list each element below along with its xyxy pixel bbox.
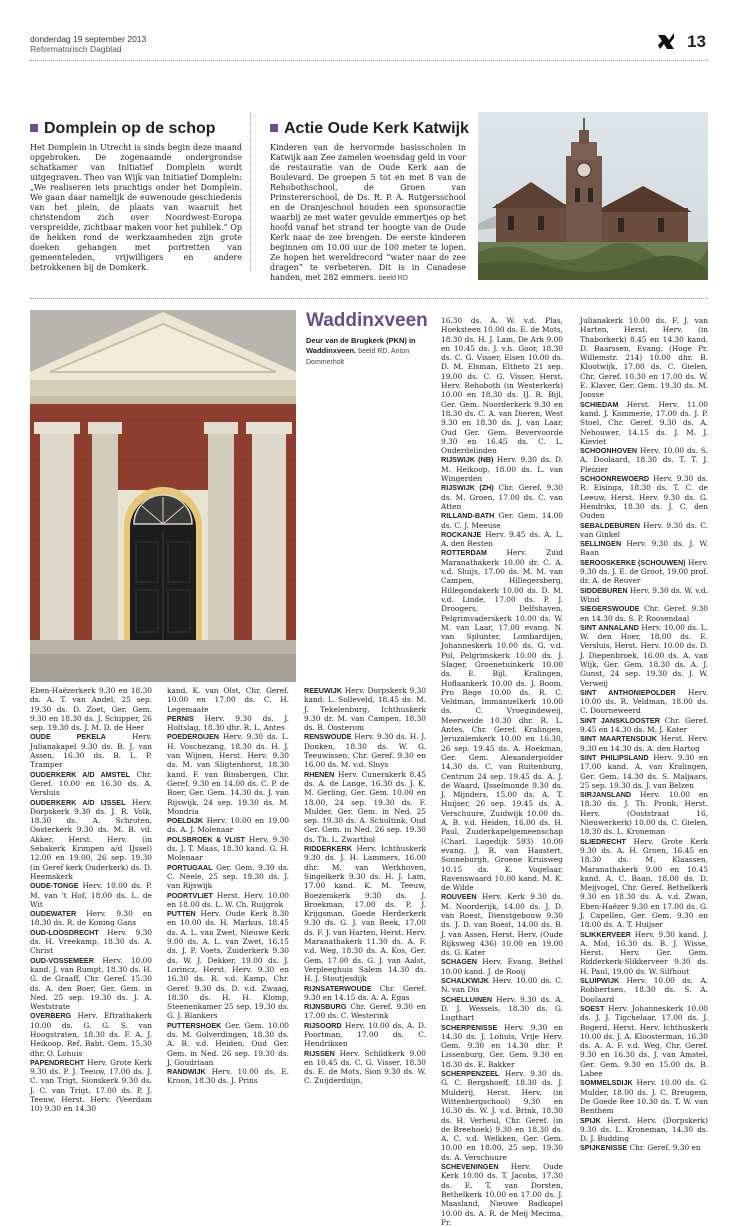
listing-entry — [441, 1023, 563, 1069]
listing-entry — [167, 686, 289, 714]
service-details: Herv. 10.00 ds. L. W. den Hoer, 18.00 ds. E. Versluis, Herst. Herv. 10.00 ds. D. J. Diepenbroek, 16.00 ds. A. van Wijk, Ger. Gem. 18.30 ds. A. J. Gunst, 24 sep. 19.30 ds. J. W. Verweij — [580, 622, 708, 688]
place-name: POEDEROIJEN — [167, 732, 219, 742]
place-name: SCHIEDAM — [580, 399, 619, 409]
place-name: OUDE-TONGE — [30, 881, 79, 891]
listing-entry — [580, 976, 708, 1004]
listing-entry — [580, 716, 708, 735]
place-name: ROCKANJE — [441, 529, 482, 539]
service-details: Herv. Kerk 9.30 ds. M. Noorderijk, 14.00 ds. J. D. van Roest, Dienstgebouw 9.30 ds. J. D. van Roest, 14.00 ds. B. J. van Assen, Herst. Herv. (Oude Rijksweg 436) 10.00 en 19.00 ds. G. Kater — [441, 892, 563, 958]
service-details: Herv. 10.00 ds. E. Kroon, 18.30 ds. J. Prins — [167, 1067, 289, 1086]
service-details: 16.30 ds. A. W. v.d. Plas, Hoeksteen 10.00 ds. E. de Mots, 18.30 ds. H. J. Lam, De Ark 9.00 en 10.45 ds. J. v.h. Goor, 18.30 ds. C. G. Visser, Elsen 10.00 ds. D. M. Elsman, Eltheto 21 sep. 19.00 ds. C. G. Visser, Herst. Herv. Rehoboth (in Westerkerk) 10.00 en 18.30 ds. IJ. R. Bijl, Ger. Gem. Noorderkerk 9.30 en 18.30 ds. C. A. van Dieren, West 9.30 en 18.30 ds. J. van Laar, Oud Ger. Gem. Bevervoorde 9.30 en 16.45 ds. C. L. Onderdelinden — [441, 316, 563, 456]
place-name: SCHAGEN — [441, 957, 477, 967]
service-details: Chr. Geref. 9.30 ds. M. Groen, 17.00 ds. C. van Atten — [441, 483, 563, 511]
listing-entry — [441, 316, 563, 455]
listing-entry — [30, 770, 152, 798]
place-name: RHENEN — [304, 769, 335, 779]
place-name: SLIKKERVEER — [580, 929, 631, 939]
place-name: SCHEVENINGEN — [441, 1162, 499, 1172]
place-name: REEUWIJK — [304, 686, 342, 695]
place-name: SIDDEBUREN — [580, 585, 628, 595]
service-details: Eben-Haëzerkerk 9.30 en 18.30 ds. A. T. van Andel, 25 sep. 19.30 ds. D. Zoet, Ger. Gem. 9.30 en 18.30 ds. J. Schipper, 26 sep. 19.30 ds. J. M. D. de Heer — [30, 686, 152, 733]
service-details: kand. K. van Olst, Chr. Geref. 10.00 en 17.00 ds. C. H. Legemaate — [167, 686, 289, 714]
service-details: Herv. 9.30 en 17.00 kand. A. van Kralingen, Ger. Gem. 14.30 ds. S. Maljaars, 25 sep. 19.30 ds. J. van Belzen — [580, 752, 708, 790]
service-details: Herst. Herv. (Dorpskerk) 9.30 ds. L. Kroneman, 14.30 ds. D. J. Budding — [580, 1115, 708, 1144]
listing-entry — [580, 474, 708, 520]
article-body-katwijk: Kinderen van de hervormde basisscholen in Katwijk aan Zee zamelen woensdag geld in voor de restauratie van de Oude Kerk aan de Boulevard. De groepen 5 tot en met 8 van de Rehobothschool, de Groen van Prinstererschool, de Ds. R. P. A. Rutgersschool en de Oranjeschool houden een sponsoractie waarbij ze met water gevulde emmertjes op het hoofd vanaf het strand ter hoogte van de Oude Kerk naar de zee brengen. De eerste kinderen beginnen om 10.00 uur de 100 meter te lopen. Ze hopen het wereldrecord “water naar de zee dragen” te verbeteren. Dit is in Canadese handen, met 282 emmers. beeld RD — [270, 143, 466, 282]
place-name: POORTVLIET — [167, 890, 213, 900]
service-details: Herv. 10.00 kand. J. van Rumpt, 18.30 ds. H. G. de Graaff, Chr. Geref. 15.30 ds. A. den Boer, Ger. Gem. in Ned. 25 sep. 19.30 ds. J. A. Weststrate — [30, 955, 152, 1012]
service-details: Herst. Herv. 11.00 kand. J. Kommerie, 17.00 ds. J. P. Stoel, Chr. Geref. 9.30 ds. A. Nehouwer, 14.15 ds. J. M. J. Kieviet — [580, 399, 708, 446]
place-name: OUD-VOSSEMEER — [30, 955, 94, 965]
service-details: Julianakerk 10.00 ds. F. J. van Harten, Herst. Herv. (in Thaborkerk) 8.45 en 14.30 kand. D. Baarssen, Evang. (Hoge Pr. Willemstr. 214) 10.00 dhr. B. Klootwijk, 17.00 ds. C. Gielen, Chr. Geref. 10.30 en 17.00 ds. W. E. Klaver, Ger. Gem. 19.30 ds. M. Joosse — [580, 316, 708, 400]
place-name: RIJNSATERWOUDE — [304, 983, 372, 993]
column-divider — [250, 112, 251, 272]
place-name: PUTTERSHOEK — [167, 1020, 222, 1030]
service-details: Herv. Oude Kerk 8.30 en 10.00 ds. H. Markus, 18.45 ds. A. L. van Zwet, Nieuwe Kerk 9.00 ds. A. L. van Zwet, 16.15 ds. J. P. Voets, Zuiderkerk 9.30 ds. W. J. Dekker, 19.00 ds. J. Lorincz, Herst. Herv. 9.30 en 16.30 ds. R. v.d. Kamp, Chr. Geref. 9.30 ds. D. v.d. Zwaag, 18.30 ds. H. H. Klomp, Steenenkamer 25 sep. 19.30 ds. G. J. Blankers — [167, 909, 289, 1021]
service-details: Chr. Geref. 9.30 en 14.15 ds. A. A. Egas — [304, 983, 426, 1002]
place-name: SEROOSKERKE (SCHOUWEN) — [580, 557, 686, 567]
place-name: OUDERKERK A/D IJSSEL — [30, 797, 126, 807]
place-name: RIJSSEN — [304, 1048, 335, 1058]
listing-entry — [167, 863, 289, 891]
service-details: Herv. 9.30 ds. H. Vreekamp, 18.30 ds. A. Christ — [30, 927, 152, 956]
service-details: Herv. 10.00 ds. G. Mulder, 18.00 ds. J. C. Breugem, De Goede Ree 10.30 ds. T. W. van Benthem — [580, 1078, 708, 1116]
listing-entry — [30, 686, 152, 732]
listing-entry — [167, 816, 289, 835]
place-name: RIJSWIJK (NB) — [441, 455, 494, 465]
article-title-domplein: Domplein op de schop — [30, 120, 216, 138]
listing-column-5 — [580, 316, 709, 1153]
edition-date: donderdag 19 september 2013 — [30, 34, 147, 44]
photo-brugkerk-door — [30, 310, 296, 682]
listing-entry — [30, 798, 152, 882]
service-details: Herv. 10.00 en 19.00 ds. A. J. Molenaar — [167, 816, 289, 835]
service-details: Herv. Dorpskerk 9.30 kand. L. Solleveld, 18.45 ds. M. J. Tekelenburg, Ichthuskerk 9.30 dr. M. van Campen, 18.30 ds. B. Oosterom — [304, 686, 426, 733]
listing-entry — [30, 1011, 152, 1057]
place-name: PORTUGAAL — [167, 862, 213, 872]
listing-entry — [441, 995, 563, 1023]
listing-entry — [580, 586, 708, 605]
service-details: Herv. 9.30 ds. G. C. Bergshoeff, 18.30 ds. J. Mulderij, Herst. Herv. (in Wittenbergschool) 9.30 en 16.30 ds. W. J. v.d. Brink, 18.30 ds. H. Verheul, Chr. Geref. (in de Breehoek) 9.30 en 18.30 ds. A. C. v.d. Welkken, Ger. Gem. 10.00 en 18.00, 25 sep. 19.30 ds. A. Verschuure — [441, 1069, 563, 1162]
service-details: Herv. 9.30 ds. J. T. Maas, 18.30 kand. G. H. Molenaar — [167, 834, 289, 863]
service-details: Herv. Zuid Maranathakerk 10.00 dr. C. A. v.d. Sluijs, 17.00 ds. M. M. van Campen, Hillegersberg, Hillegondakerk 10.00 ds. D. M. v.d. Linde, 17.00 ds. P. J. Droogers, Delfshaven, Pelgrimvaderskerk 10.00 ds. W. M. van Laar, 17.00 evang. N. van Splunter, Lombardijen, Johanneskerk 10.00 ds. G. v.d. Pol, Pelgrimskerk 10.00 ds. J. Slager, Groenetuinkerk 10.00 ds. E. Bijl, Kralingen, Hoflaankerk 10.00 ds. J. Boom, Pro Rege 10.00 ds. R. C. Veldman, Immanuelkerk 10.00 ds. C. Vroegindeweij, Meerweide 10.30 dhr. R. L. Antes, Chr. Geref. Kralingen, Jeruzalemkerk 10.00 en 16.30, 26 sep. 19.45 ds. A. Hoekman, Ger. Gem. Alexanderpolder 14.30 ds. C. van Ruitenburg, Centrum 24 sep. 19.45 ds. A. J. de Waard, IJsselmonde 9.30 ds. J. Mijnders, 15.00 ds. A. T. Huijser, 26 sep. 19.45 ds. A. Verschuure, Zuidwijk 10.00 ds. A. B. v.d. Heiden, 16.00 ds. H. Paul, Zuiderkapelgemeenschap (Charl. Lagedijk 593) 10.00 evang. J. R. van Haastert, Sonneburgh, Groene Kruisweg 10.15 ds. K. Vogelaar, Ravenswaard 10.00 kand. M. K. de Wilde — [441, 548, 563, 893]
place-name: ROTTERDAM — [441, 548, 487, 558]
service-details: Herv. 10.00 ds. C. N. van Dis — [441, 976, 563, 995]
place-name: SCHELLUINEN — [441, 994, 493, 1004]
listing-entry — [167, 732, 289, 816]
service-details: Herv. 9.30 ds. D. M. Heikoop, 18.00 ds. L. van Wingerden — [441, 455, 563, 484]
service-details: Herv. Julianakapel 9.30 ds. B. J. van Assen, 16.30 ds. B. L. P. Tramper — [30, 732, 152, 770]
service-details: Herv. 9.30 en 18.30 ds. R. de Koning Gans — [30, 909, 152, 928]
listing-entry — [167, 909, 289, 1021]
place-name: OUDE PEKELA — [30, 732, 106, 742]
listing-entry — [30, 909, 152, 928]
place-name: SCHERPENZEEL — [441, 1069, 500, 1079]
photo-credit: beeld RD — [378, 275, 408, 282]
article-body-domplein: Het Domplein in Utrecht is sinds begin deze maand opgebroken. De zogenaamde ondergrondse schatkamer van Initiatief Domplein wordt uitgegraven. Theo van Wijk van Initiatief Domplein: „We realiseren iets prachtigs onder het Domplein. We gaan daar namelijk de euwenoude geschiedenis van het plein, de plaats van waaruit het christendom zich over Noordwest-Europa verspreidde, zichtbaar maken voor het publiek.” Op de hekken rond de werkzaamheden zijn grote doeken gehangen met portretten van gemeenteleden, vrijwilligers en andere betrokkenen bij de Domkerk. — [30, 143, 242, 272]
listing-column-4 — [441, 316, 563, 1227]
page-number: 13 — [687, 32, 706, 51]
listing-entry — [580, 1078, 708, 1115]
listing-entry — [30, 928, 152, 956]
place-name: PAPENDRECHT — [30, 1057, 85, 1067]
place-name: OUD-LOOSDRECHT — [30, 927, 99, 937]
place-name: SINT MAARTENSDIJK — [580, 734, 657, 744]
listing-entry — [304, 770, 426, 844]
listing-entry — [580, 521, 708, 540]
service-details: Herv. 10.00 ds. A. Robbertsen, 18.30 ds. S. A. Doolaard — [580, 976, 709, 1004]
listing-entry — [580, 734, 708, 753]
church-photo-illustration — [478, 112, 708, 280]
place-name: SCHOONREWOERD — [580, 474, 650, 484]
listing-entry — [580, 400, 708, 446]
place-name: SIRJANSLAND — [580, 790, 632, 800]
listing-entry — [580, 604, 708, 623]
header-rule — [30, 60, 708, 61]
listing-entry — [580, 688, 708, 716]
place-name: RENSWOUDE — [304, 732, 352, 742]
listing-entry — [441, 530, 563, 549]
service-details: Herv. Grote Kerk 9.30 ds. A. H. Groen, 16.45 en 18.30 ds. M. Klaassen, Maranathakerk 9.00 en 10.45 kand. A. C. Baan, 18.00 ds. D. Meijvogel, Chr. Geref. Bethelkerk 9.30 en 18.30 ds. A. v.d. Zwan, Eben-Haëzer 9.30 en 17.00 ds. G. J. Capellen, Ger. Gem. 9.30 en 18.00 ds. A. T. Huijser — [580, 836, 708, 930]
listing-entry — [580, 558, 708, 586]
place-name: ROUVEEN — [441, 892, 477, 902]
page-header-date — [30, 34, 146, 54]
service-details: Herv. 9.30 ds. J. W. Baan — [580, 539, 708, 558]
service-details: Ger. Gem. 9.30 ds. C. Neele, 25 sep. 19.30 ds. J. van Rijswijk — [167, 862, 289, 891]
listing-entry — [30, 1058, 152, 1114]
listing-entry — [304, 1021, 426, 1049]
listing-entry — [441, 976, 563, 995]
listing-entry — [580, 790, 708, 836]
service-details: Herv. 9.45 ds. A. L. A. den Besten — [441, 529, 563, 549]
service-details: Chr. Geref. 10.00 en 16.30 ds. A. Versluis — [30, 769, 152, 798]
service-details: Herv. 10.00 ds. A. D. Poortman, 17.00 ds. C. Hendriksen — [304, 1020, 426, 1049]
service-details: Herv. Dorpskerk 9.30 ds. J. R. Volk, 18.30 ds. A. Schroten, Oosterkerk 9.30 ds. M. B. vd. Akker, Herst. Herv. (in Sebakerk Krimpen a/d IJssel) 12.00 en 19.00, 26 sep. 19.30 (in Geref kerk Ouderkerk) ds. D. Heemskerk — [30, 797, 152, 881]
place-name: SLIEDRECHT — [580, 836, 626, 846]
service-details: Herv. 9.30 ds. H. J. Donken, 18.30 ds. W. G. Teeuwissen, Chr. Geref. 9.30 en 16.00 ds. M. v.d. Sluys — [304, 732, 426, 770]
service-details: Herv. Johanneskerk 10.00 ds. J. J. Tigchelaar, 17.00 ds. J. Bogerd, Herst. Herv. Ichthuskerk 10.00 ds. J. A. Kloosterman, 16.30 ds. A. A. F. v.d. Weg, Chr. Geref. 9.30 en 16.30 ds. J. van Amstel, Ger. Gem. 9.30 en 15.00 ds. B. Labee — [580, 1003, 708, 1079]
listing-column-1 — [30, 686, 152, 1114]
place-name: SCHOONHOVEN — [580, 446, 638, 456]
listing-entry — [580, 1116, 708, 1144]
service-details: Ger. Gem. 10.00 ds. M. Golverdingen, 18.30 ds. A. B. v.d. Heiden, Oud Ger. Gem. in Ned. 26 sep. 19.30 ds. J. Goudriaan — [167, 1020, 289, 1067]
service-details: Chr. Geref. 9.30 en 14.30 ds. S. P. Roosendaal — [580, 604, 708, 623]
section-rule — [30, 298, 708, 299]
service-details: Herv. 9.30 kand. J. A. Mol, 16.30 ds. B. J. Wisse, Herst. Herv. Ger. Gem. Ridderkerk-Slikkerveer 9.30 ds. H. Paul, 19.00 ds. W. Silfhout — [580, 929, 708, 976]
service-details: Herv. Cunerakerk 8.45 ds. A. de Lange, 16.30 ds. J. K. M. Gerling, Ger. Gem. 10.00 en 18.00, 24 sep. 19.30 ds. F. Mulder, Ger. Gem. in Ned. 25 sep. 19.30 ds. A. Schultink, Oud Ger. Gem. in Ned. 26 sep. 19.30 ds. Th. L. Zwartbol — [304, 769, 426, 844]
service-details: Ger. Gem. 14.00 ds. C. J. Meeuse — [441, 511, 563, 530]
place-name: SEBALDEBUREN — [580, 520, 640, 530]
listing-entry — [167, 835, 289, 863]
service-details: Herv. 10.00 ds. S. A. Doolaard, 18.30 ds. T. T. J. Pleizier — [580, 446, 708, 474]
place-name: SOMMELSDIJK — [580, 1078, 633, 1088]
place-name: SOEST — [580, 1003, 605, 1013]
place-name: POELDIJK — [167, 816, 203, 826]
listing-entry — [441, 1069, 563, 1162]
listing-entry — [580, 539, 708, 558]
place-name: SINT PHILIPSLAND — [580, 752, 649, 762]
place-name: SPIJK — [580, 1115, 601, 1125]
place-name: SLUIPWIJK — [580, 976, 620, 986]
service-details: Herv. 10.00 ds. R. Veldman, 18.00 ds. C. Doorneweerd — [580, 687, 708, 716]
place-name: RIJSOORD — [304, 1020, 342, 1030]
listing-entry — [304, 732, 426, 769]
place-name: RIJSWIJK (ZH) — [441, 483, 494, 493]
service-details: Herv. 9.30 ds. L. H. Voschezang, 18.30 ds. H. J. van Wijnen, Herst. Herv. 9.30 ds. M. van Sligtenhorst, 18.30 kand. F. van Binsbergen, Chr. Geref. 9.30 en 14.00 ds. C. P. de Boer, Ger. Gem. 14.30 ds. J. van Rijswijk, 24 sep. 19.30 ds. M. Mondria — [167, 732, 289, 816]
listing-entry — [167, 1021, 289, 1067]
rd-logo-icon — [656, 31, 676, 51]
listing-entry — [167, 1067, 289, 1086]
listing-entry — [580, 930, 708, 976]
listing-entry — [30, 881, 152, 909]
listing-entry — [304, 984, 426, 1003]
listing-entry — [304, 844, 426, 983]
place-name: SIEGERSWOUDE — [580, 604, 640, 614]
section-title-waddinxveen: Waddinxveen — [306, 310, 428, 331]
service-details: Herv. 9.30 en 14.30 ds. J. Lohuis, Vrije Herv. Gem. 9.30 en 14.30 dhr. P. Lissenburg, Ger. Gem. 9.30 en 18.30 ds. E. Bakker — [441, 1022, 563, 1069]
door-photo-illustration — [30, 310, 296, 682]
service-details: Herv. 9.30 ds. C. van Ginkel — [580, 520, 708, 539]
service-details: Chr. Geref. 9.30 en 17.00 ds. C. Westerink — [304, 1002, 426, 1021]
place-name: PERNIS — [167, 713, 194, 723]
listing-entry — [167, 891, 289, 910]
place-name: SINT ANTHONIEPOLDER — [580, 687, 676, 697]
place-name: RIJNSBURG — [304, 1002, 347, 1012]
place-name: OVERBERG — [30, 1011, 72, 1021]
place-name: OUDEWATER — [30, 909, 77, 919]
service-details: Herv. Schildkerk 9.00 en 10.45 ds. C. G. Visser, 18.30 ds. E. de Mots, Sion 9.30 ds. W. C. Zuijderduijn, — [304, 1048, 427, 1086]
place-name: SCHERPENISSE — [441, 1022, 498, 1032]
service-details: Herv. 9.30 ds. J. Holtslag, 18.30 dhr. R. L. Antes — [167, 713, 289, 733]
listing-entry — [580, 1004, 708, 1078]
service-details: Herv. Ichthuskerk 9.30 ds. J. H. Lammers, 16.00 dhr. M. van Werkhoven, Singelkerk 9.30 ds. H. J. Lam, 17.00 kand. K. M. Teeuw, Boezemkerk 9.30 ds. J. Broekman, 17.00 ds. P. J. Krijgsman, Goede Herderkerk 9.30 ds. G. J. van Beek, 17.00 ds. F. J. van Harten, Herst. Herv. Maranathakerk 11.30 ds. A. F. v.d. Weg, 18.30 ds. A. Kos, Ger. Gem. 17.00 ds. G. J. van Aalst, Verpleeghuis Salem 14.30 ds. H. J. Stoutjesdijk — [304, 844, 426, 984]
service-details: Herv. 10.00 ds. P. M. van 't Hof, 18.00 ds. L. de Wit — [30, 881, 152, 909]
listing-entry — [441, 1162, 563, 1227]
listing-entry — [441, 957, 563, 976]
service-details: Herv. 9.30 ds. A. D. J. Wessels, 18.30 ds. G. Lugthart — [441, 994, 563, 1023]
place-name: OUDERKERK A/D AMSTEL — [30, 769, 130, 779]
place-name: POLSBROEK & VLIST — [167, 834, 245, 844]
listing-entry — [580, 446, 708, 474]
listing-entry — [304, 1002, 426, 1021]
service-details: Herst. Herv. 9.30 en 14.30 ds. A. den Hartog — [580, 734, 708, 753]
place-name: RILLAND-BATH — [441, 511, 495, 521]
service-details: Herv. Oude Kerk 10.00 ds. T. Jacobs, 17.30 ds. E. T. van Dorsten, Bethelkerk 10.00 en 17.00 ds. J. Maasland, Nieuwe Badkapel 10.00 ds. A. R. de Meij Mecima, Pr. — [441, 1162, 563, 1227]
service-details: Herv. 9.30 ds. W. v.d. Wind — [580, 585, 708, 604]
accent-square-icon — [30, 124, 38, 132]
place-name: SPIJKENISSE — [580, 1143, 628, 1153]
listing-entry — [441, 483, 563, 511]
listing-entry — [304, 1049, 426, 1086]
newspaper-name: Reformatorisch Dagblad — [30, 44, 122, 54]
listing-entry — [441, 511, 563, 530]
listing-column-3 — [304, 686, 427, 1086]
service-details: Herv. 9.30 ds. R. Eisinga, 18.30 ds. T. C. de Leeuw, Herst. Herv. 9.30 ds. G. Hendriks, 18.30 ds. J. C. den Ouden — [580, 474, 708, 521]
service-details: Herv. Grote Kerk 9.30 ds. P. J. Teeuw, 17.00 ds. J. C. van Trigt, Sionskerk 9.30 ds. J. C. van Trigt, 17.00 ds. P. J. Teeuw, Herst. Herv. (Veerdam 10) 9.30 en 14.30 — [30, 1057, 152, 1114]
listing-entry — [441, 548, 563, 892]
listing-entry — [30, 956, 152, 1012]
service-details: Herv. Evang. Bethel 10.00 kand. J. de Rooij — [441, 957, 563, 976]
service-details: Herst. Herv. 10.00 en 18.00 ds. L. W. Ch. Ruijgrok — [167, 890, 289, 909]
listing-entry — [304, 686, 426, 732]
service-details: Herv. 9.30 ds. J. E. de Groot, 19.00 prof. dr. A. de Reuver — [580, 557, 708, 586]
place-name: RIDDERKERK — [304, 844, 352, 854]
listing-entry — [441, 892, 563, 957]
photo-oude-kerk-katwijk — [478, 112, 708, 280]
article-title-katwijk: Actie Oude Kerk Katwijk — [270, 120, 469, 138]
listing-entry — [580, 623, 708, 688]
listing-entry — [441, 455, 563, 483]
accent-square-icon — [270, 124, 278, 132]
place-name: SINT JANSKLOOSTER — [580, 715, 660, 725]
service-details: Chr. Geref. 9.30 en — [629, 1143, 701, 1153]
listing-entry — [580, 837, 708, 930]
listing-column-2 — [167, 686, 289, 1086]
listing-entry — [580, 753, 708, 790]
photo-caption: Deur van de Brugkerk (PKN) in Waddinxveen. beeld RD, Anton Dommerholt — [306, 336, 416, 366]
listing-entry — [167, 714, 289, 733]
place-name: SCHALKWIJK — [441, 976, 489, 986]
place-name: SELLINGEN — [580, 539, 622, 549]
place-name: PUTTEN — [167, 909, 196, 919]
service-details: Herv. 10.00 en 18.30 ds. J. Th. Pronk, Herst. Herv. (Ooststraat 16, Nieuwerkerk) 10.00 ds. C. Gielen, 18.30 ds. L. Kroneman — [580, 790, 708, 837]
listing-entry — [580, 316, 708, 400]
listing-entry — [580, 1143, 708, 1152]
place-name: RANDWIJK — [167, 1067, 206, 1077]
listing-entry — [30, 732, 152, 769]
service-details: Herv. Eftrathakerk 10.00 ds. G. G. S. van Hoogstraten, 18.30 ds. F. A. J. Heikoop, Ref. Babt. Gem. 15.30 dhr. O. Lohuis — [30, 1011, 152, 1058]
place-name: SINT ANNALAND — [580, 622, 639, 632]
service-details: Chr. Geref. 9.45 en 14.30 ds. M. J. Kater — [580, 715, 708, 735]
